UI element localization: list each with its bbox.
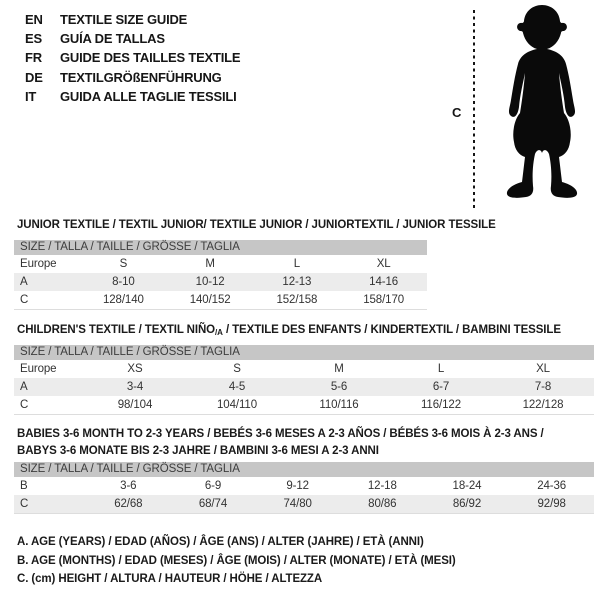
title-text: / TEXTILE DES ENFANTS / KINDERTEXTIL / BAMBINI TESSILE bbox=[222, 324, 561, 336]
value-cell: 10-12 bbox=[195, 276, 225, 288]
value-cell: 9-12 bbox=[286, 480, 309, 492]
value-cell: 3-4 bbox=[126, 381, 144, 393]
size-header-bar: SIZE / TALLA / TAILLE / GRÖSSE / TAGLIA bbox=[14, 462, 594, 477]
value-cell: 98/104 bbox=[117, 399, 153, 411]
row-label: C bbox=[20, 294, 29, 306]
section-title-junior: JUNIOR TEXTILE / TEXTIL JUNIOR/ TEXTILE JUNIOR / JUNIORTEXTIL / JUNIOR TESSILE bbox=[17, 219, 496, 231]
legend-line-b: B. AGE (MONTHS) / EDAD (MESES) / ÂGE (MOIS) / ALTER (MONATE) / ETÀ (MESI) bbox=[17, 554, 456, 567]
value-cell: 7-8 bbox=[534, 381, 552, 393]
lang-row-it bbox=[25, 87, 240, 106]
row-label: C bbox=[20, 498, 29, 510]
table-row bbox=[14, 273, 427, 291]
lang-title: TEXTILE SIZE GUIDE bbox=[60, 12, 188, 27]
lang-code: ES bbox=[25, 31, 42, 47]
value-cell: 122/128 bbox=[522, 399, 564, 411]
value-cell: 92/98 bbox=[537, 498, 566, 510]
title-text: CHILDREN'S TEXTILE / TEXTIL NIÑO bbox=[17, 324, 216, 336]
babies-size-table bbox=[14, 462, 594, 514]
lang-code: DE bbox=[25, 69, 43, 85]
size-cell: S bbox=[119, 258, 128, 270]
size-cell: XS bbox=[127, 363, 143, 375]
language-title-list bbox=[25, 10, 240, 106]
value-cell: 80/86 bbox=[368, 498, 397, 510]
row-label: Europe bbox=[20, 363, 57, 375]
table-row bbox=[14, 360, 594, 378]
size-header-bar: SIZE / TALLA / TAILLE / GRÖSSE / TAGLIA bbox=[14, 240, 427, 255]
height-measure-label: C bbox=[452, 105, 462, 120]
size-cell: XL bbox=[376, 258, 391, 270]
lang-code: EN bbox=[25, 12, 43, 27]
value-cell: 4-5 bbox=[228, 381, 246, 393]
junior-size-table bbox=[14, 240, 427, 310]
size-cell: L bbox=[437, 363, 445, 375]
lang-title: TEXTILGRÖßENFÜHRUNG bbox=[60, 69, 222, 85]
lang-code: IT bbox=[25, 88, 37, 104]
value-cell: 158/170 bbox=[363, 294, 405, 306]
size-cell: L bbox=[293, 258, 301, 270]
size-cell: S bbox=[233, 363, 241, 375]
value-cell: 152/158 bbox=[276, 294, 318, 306]
lang-title: GUÍA DE TALLAS bbox=[60, 31, 165, 47]
lang-row-de bbox=[25, 68, 240, 87]
lang-row-es bbox=[25, 29, 240, 48]
children-size-table bbox=[14, 345, 594, 415]
lang-row-en bbox=[25, 10, 240, 29]
measurement-legend bbox=[17, 533, 456, 589]
value-cell: 6-9 bbox=[204, 480, 222, 492]
baby-silhouette-icon bbox=[487, 2, 597, 207]
value-cell: 12-13 bbox=[282, 276, 312, 288]
lang-title: GUIDE DES TAILLES TEXTILE bbox=[60, 50, 241, 66]
lang-title: GUIDA ALLE TAGLIE TESSILI bbox=[60, 88, 237, 104]
title-line: BABIES 3-6 MONTH TO 2-3 YEARS / BEBÉS 3-6 MESES A 2-3 AÑOS / BÉBÉS 3-6 MOIS À 2-3 ANS / bbox=[17, 428, 544, 440]
value-cell: 5-6 bbox=[330, 381, 348, 393]
value-cell: 104/110 bbox=[216, 399, 258, 411]
value-cell: 24-36 bbox=[537, 480, 567, 492]
value-cell: 128/140 bbox=[102, 294, 144, 306]
row-label: B bbox=[20, 480, 28, 492]
size-cell: M bbox=[334, 363, 344, 375]
lang-code: FR bbox=[25, 50, 42, 66]
value-cell: 12-18 bbox=[367, 480, 397, 492]
section-title-babies bbox=[17, 426, 544, 460]
row-label: A bbox=[20, 381, 28, 393]
size-cell: M bbox=[205, 258, 215, 270]
table-row bbox=[14, 396, 594, 415]
value-cell: 8-10 bbox=[112, 276, 135, 288]
legend-line-a: A. AGE (YEARS) / EDAD (AÑOS) / ÂGE (ANS) / ALTER (JAHRE) / ETÀ (ANNI) bbox=[17, 536, 424, 548]
table-row bbox=[14, 378, 594, 396]
table-row bbox=[14, 495, 594, 514]
value-cell: 18-24 bbox=[452, 480, 482, 492]
value-cell: 116/122 bbox=[420, 399, 462, 411]
title-subscript: /A bbox=[215, 328, 223, 337]
section-title-children bbox=[17, 322, 561, 341]
value-cell: 3-6 bbox=[120, 480, 137, 492]
value-cell: 62/68 bbox=[114, 498, 143, 510]
value-cell: 74/80 bbox=[283, 498, 312, 510]
table-row bbox=[14, 477, 594, 495]
size-cell: XL bbox=[536, 363, 550, 375]
size-header-bar: SIZE / TALLA / TAILLE / GRÖSSE / TAGLIA bbox=[14, 345, 594, 360]
table-row bbox=[14, 255, 427, 273]
value-cell: 68/74 bbox=[198, 498, 228, 510]
value-cell: 140/152 bbox=[189, 294, 231, 306]
title-line: BABYS 3-6 MONATE BIS 2-3 JAHRE / BAMBINI 3-6 MESI A 2-3 ANNI bbox=[17, 445, 379, 457]
value-cell: 6-7 bbox=[432, 381, 450, 393]
row-label: Europe bbox=[20, 258, 57, 270]
table-row bbox=[14, 291, 427, 310]
lang-row-fr bbox=[25, 48, 240, 67]
value-cell: 110/116 bbox=[319, 399, 359, 411]
height-measure-dashed-line bbox=[473, 10, 475, 208]
legend-line-c: C. (cm) HEIGHT / ALTURA / HAUTEUR / HÖHE / ALTEZZA bbox=[17, 573, 323, 586]
row-label: A bbox=[20, 276, 28, 288]
row-label: C bbox=[20, 399, 29, 411]
value-cell: 14-16 bbox=[369, 276, 399, 288]
value-cell: 86/92 bbox=[452, 498, 482, 510]
